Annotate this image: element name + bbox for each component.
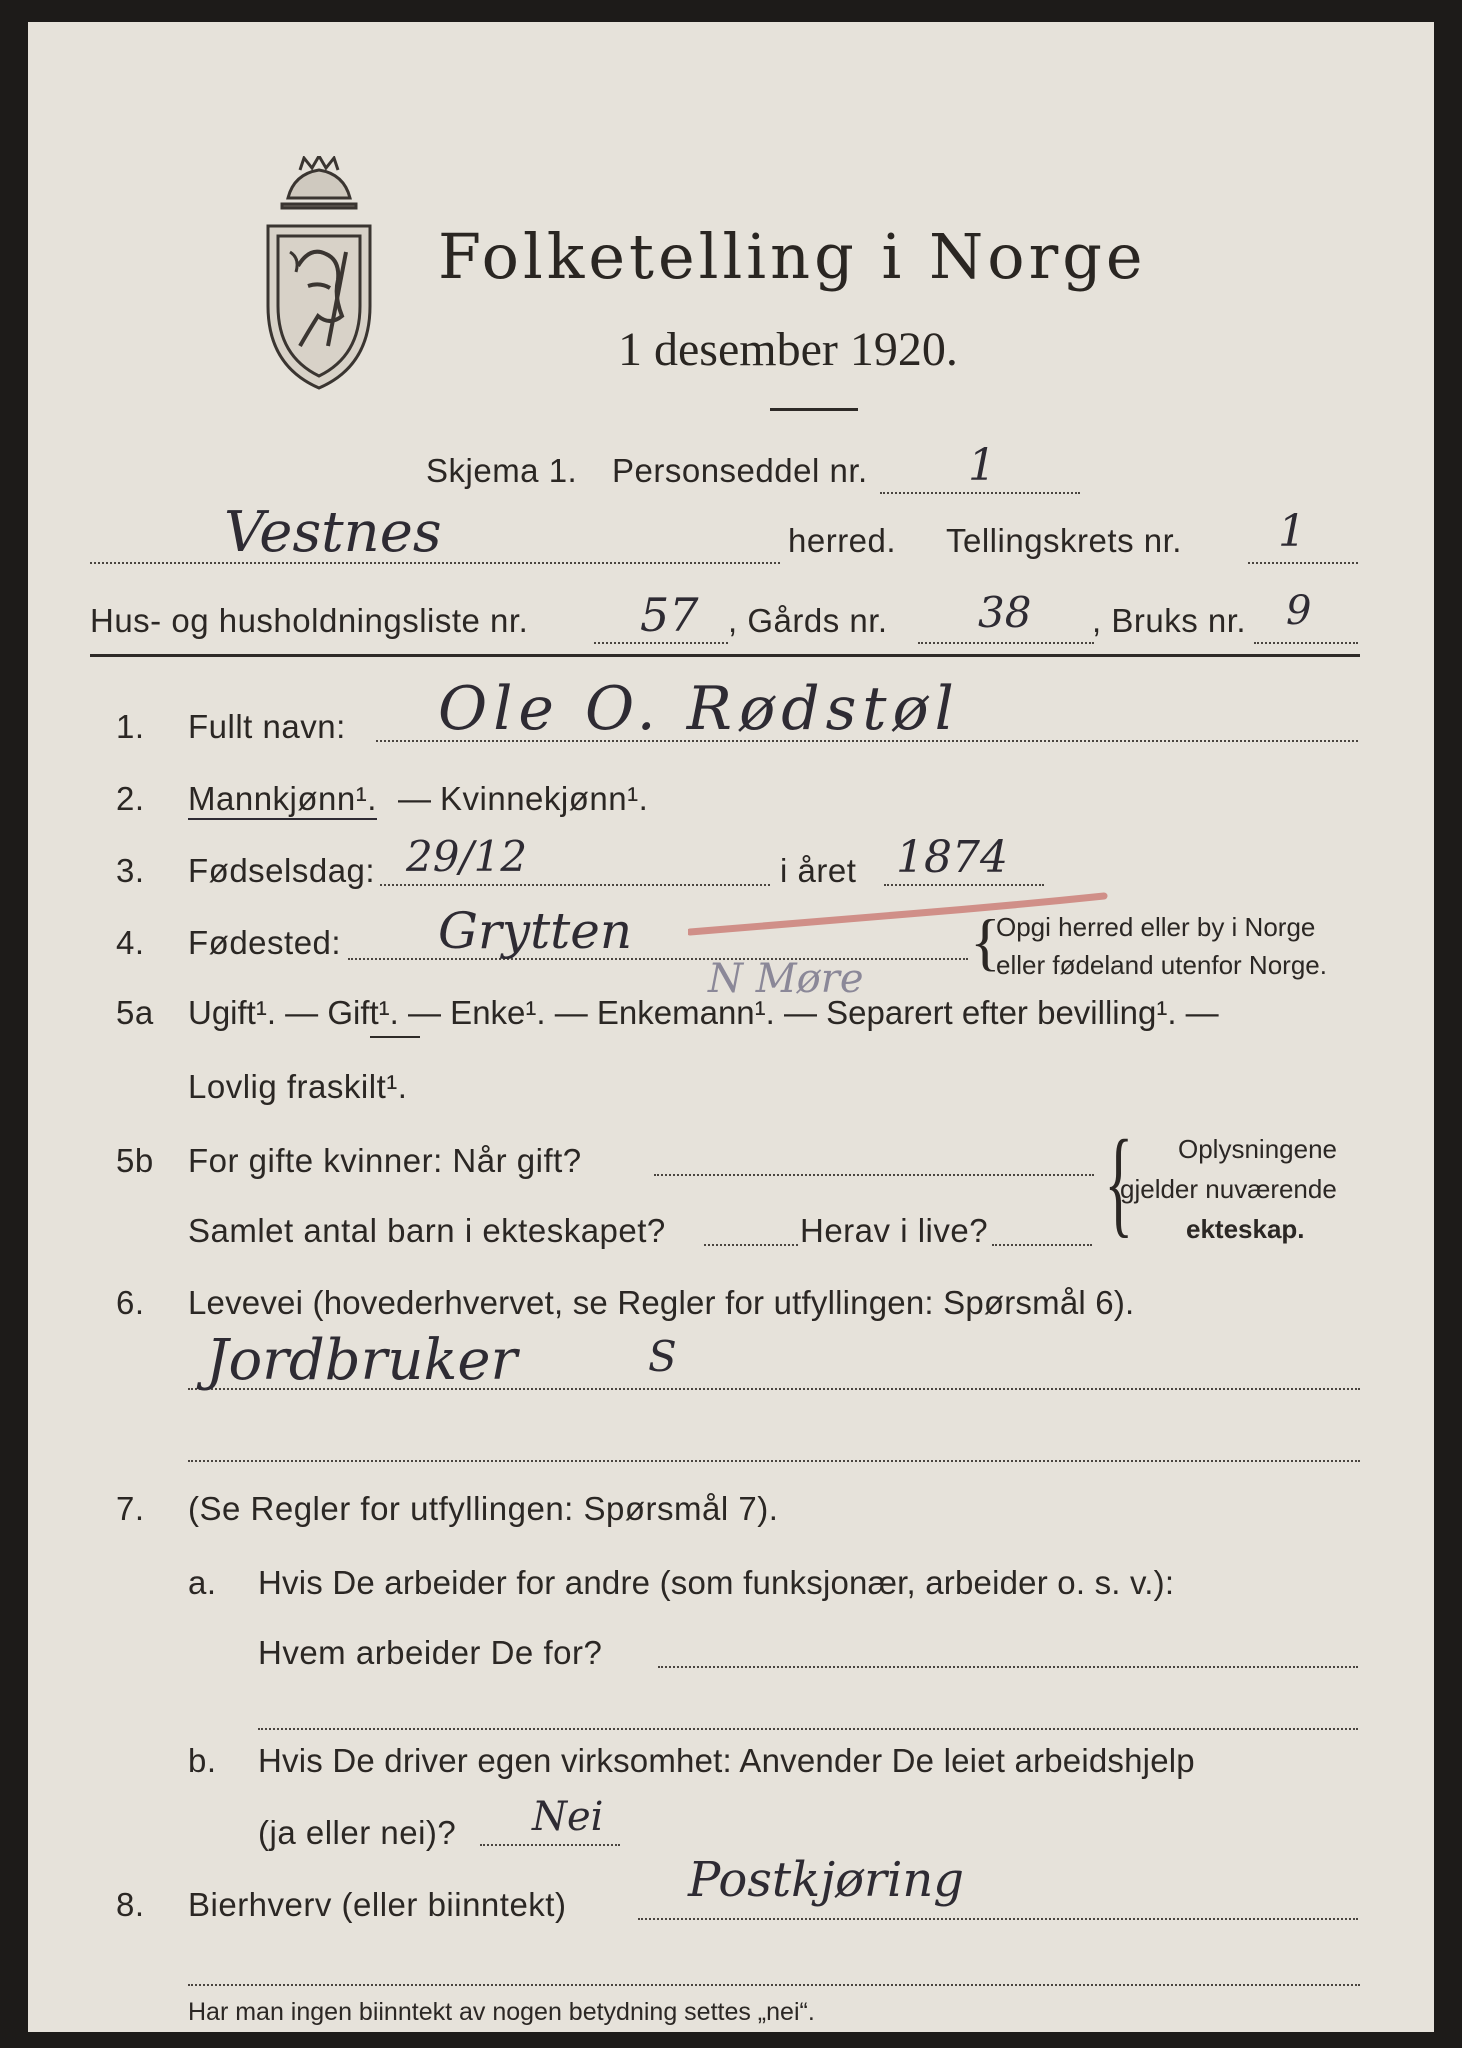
female-option[interactable]: Kvinnekjønn¹. <box>440 780 649 817</box>
year-label: i året <box>780 852 857 889</box>
married-when-label: For gifte kvinner: Når gift? <box>188 1142 582 1179</box>
q6-label: Levevei (hovederhvervet, se Regler for utfyllingen: Spørsmål 6). <box>188 1284 1135 1321</box>
footer-note: Har man ingen biinntekt av nogen betydning settes „nei“. <box>188 1998 815 2026</box>
children-count-line <box>704 1244 798 1246</box>
tellingskrets-line <box>1248 562 1358 564</box>
norway-coat-of-arms-icon <box>260 156 378 392</box>
gards-line <box>918 642 1094 644</box>
occupation-line-2 <box>188 1460 1360 1462</box>
q8-label: Bierhverv (eller biinntekt) <box>188 1886 567 1923</box>
q5b-number: 5b <box>116 1142 154 1179</box>
occupation-value[interactable]: Jordbruker <box>206 1328 518 1393</box>
q4-number: 4. <box>116 924 145 961</box>
bruks-value[interactable]: 9 <box>1286 588 1312 634</box>
form-date: 1 desember 1920. <box>618 323 958 376</box>
title-divider <box>770 408 858 411</box>
full-name-value[interactable]: Ole O. Rødstøl <box>438 674 960 744</box>
husliste-label: Hus- og husholdningsliste nr. <box>90 602 529 639</box>
q3-label: Fødselsdag: <box>188 852 376 889</box>
q6-number: 6. <box>116 1284 145 1321</box>
gift-underline <box>370 1036 420 1038</box>
children-alive-label: Herav i live? <box>800 1212 989 1249</box>
q4-note-line2: eller fødeland utenfor Norge. <box>996 950 1327 980</box>
occupation-code: S <box>648 1332 677 1381</box>
birthplace-annotation: N Møre <box>708 956 864 1002</box>
employer-line-2 <box>258 1728 1358 1730</box>
husliste-line <box>594 642 728 644</box>
q7a-line2: Hvem arbeider De for? <box>258 1634 603 1671</box>
male-option[interactable]: Mannkjønn¹. <box>188 780 377 820</box>
q5b-note-line3: ekteskap. <box>1186 1214 1305 1244</box>
q7b-line1: Hvis De driver egen virksomhet: Anvender De leiet arbeidshjelp <box>258 1742 1195 1779</box>
personseddel-label: Personseddel nr. <box>612 452 868 489</box>
herred-label: herred. <box>788 522 897 559</box>
husliste-value[interactable]: 57 <box>640 588 699 642</box>
birthday-value[interactable]: 29/12 <box>406 832 528 881</box>
hired-help-value[interactable]: Nei <box>532 1794 604 1840</box>
q7a-line1: Hvis De arbeider for andre (som funksjonær, arbeider o. s. v.): <box>258 1564 1175 1601</box>
birthday-line <box>380 884 770 886</box>
q5b-note-brace: { <box>1104 1115 1134 1248</box>
children-alive-line <box>992 1244 1092 1246</box>
q1-number: 1. <box>116 708 145 745</box>
herred-value[interactable]: Vestnes <box>224 500 442 565</box>
side-income-value[interactable]: Postkjøring <box>688 1852 964 1908</box>
header-divider <box>90 654 1360 657</box>
q4-note-line1: Opgi herred eller by i Norge <box>996 912 1316 942</box>
marital-status-divorced[interactable]: Lovlig fraskilt¹. <box>188 1068 408 1105</box>
children-count-label: Samlet antal barn i ekteskapet? <box>188 1212 666 1249</box>
q5b-note-line1: Oplysningene <box>1178 1134 1337 1164</box>
census-form <box>28 22 1434 2032</box>
marital-status-options[interactable]: Ugift¹. — Gift¹. — Enke¹. — Enkemann¹. — Separert efter bevilling¹. — <box>188 994 1219 1031</box>
tellingskrets-label: Tellingskrets nr. <box>946 522 1182 559</box>
q5b-note-line2: gjelder nuværende <box>1120 1174 1337 1204</box>
q7b-line2: (ja eller nei)? <box>258 1814 457 1851</box>
bruks-line <box>1254 642 1358 644</box>
gender-separator: — <box>398 780 432 817</box>
gards-value[interactable]: 38 <box>978 588 1032 637</box>
q2-number: 2. <box>116 780 145 817</box>
q7a-letter: a. <box>188 1564 217 1601</box>
year-line <box>884 884 1044 886</box>
side-income-line-2 <box>188 1984 1360 1986</box>
bruks-label: , Bruks nr. <box>1092 602 1247 639</box>
q7b-letter: b. <box>188 1742 217 1779</box>
q7-label: (Se Regler for utfyllingen: Spørsmål 7). <box>188 1490 779 1527</box>
personseddel-value[interactable]: 1 <box>968 440 996 491</box>
personseddel-line <box>880 492 1080 494</box>
q4-label: Fødested: <box>188 924 342 961</box>
employer-line-1 <box>658 1666 1358 1668</box>
q3-number: 3. <box>116 852 145 889</box>
tellingskrets-value[interactable]: 1 <box>1278 506 1306 557</box>
side-income-line-1 <box>638 1918 1358 1920</box>
hired-help-line <box>480 1844 620 1846</box>
birthplace-value[interactable]: Grytten <box>438 902 633 960</box>
gards-label: , Gårds nr. <box>728 602 888 639</box>
q4-note-brace: { <box>970 906 1001 977</box>
q1-label: Fullt navn: <box>188 708 346 745</box>
married-when-line <box>654 1174 1094 1176</box>
q5a-number: 5a <box>116 994 154 1031</box>
q8-number: 8. <box>116 1886 145 1923</box>
form-title: Folketelling i Norge <box>438 220 1147 293</box>
q7-number: 7. <box>116 1490 145 1527</box>
skjema-label: Skjema 1. <box>426 452 578 489</box>
birth-year-value[interactable]: 1874 <box>896 832 1008 883</box>
